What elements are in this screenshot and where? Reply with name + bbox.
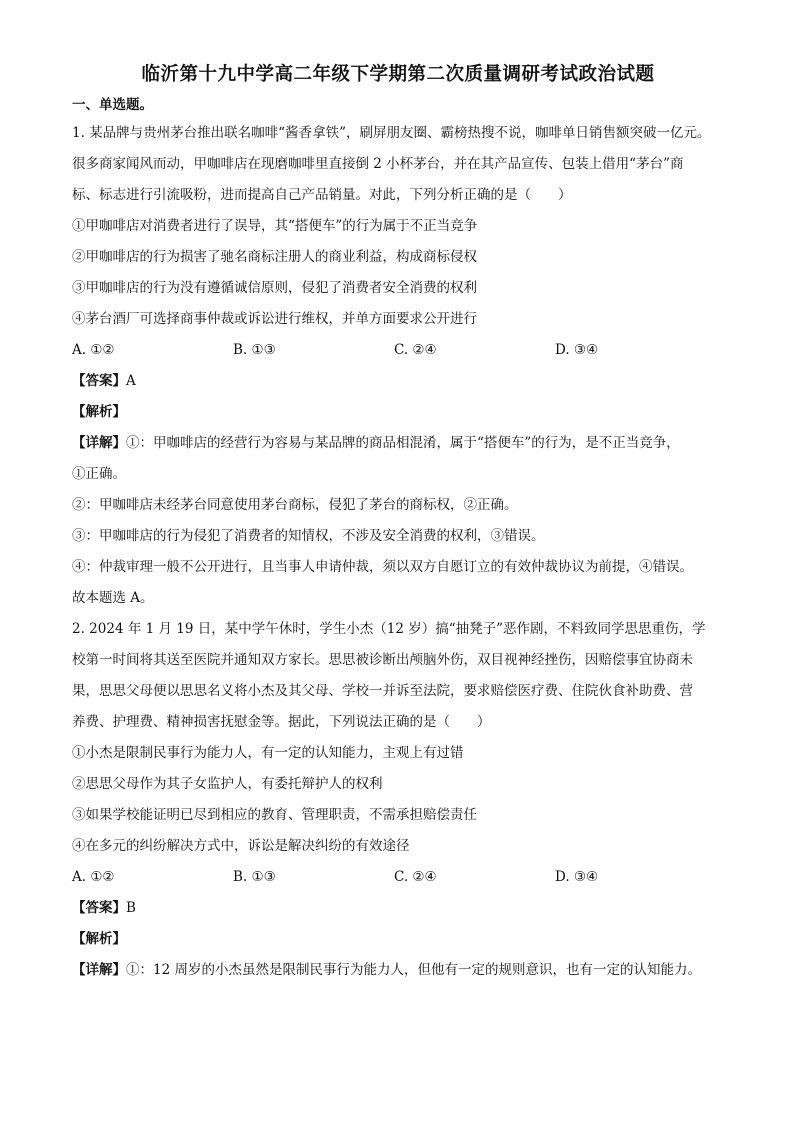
option-d: D. ③④	[555, 342, 599, 358]
question-stem-line: 标、标志进行引流吸粉，进而提高自己产品销量。对此，下列分析正确的是（ ）	[72, 187, 572, 203]
option-a: A. ①②	[72, 869, 115, 885]
analysis-line	[72, 397, 724, 428]
statement-item: ③如果学校能证明已尽到相应的教育、管理职责，不需承担赔偿责任	[72, 807, 477, 823]
detail-tag: 【详解】	[72, 435, 126, 451]
analysis-tag: 【解析】	[72, 931, 126, 947]
detail-line: ②：甲咖啡店未经茅台同意使用茅台商标，侵犯了茅台的商标权，②正确。	[72, 497, 518, 513]
question-1	[72, 118, 724, 614]
answer-value: A	[126, 373, 136, 389]
option-d: D. ③④	[555, 869, 599, 885]
detail-line	[72, 955, 724, 986]
statement-item: ②思思父母作为其子女监护人，有委托辩护人的权利	[72, 776, 383, 792]
statement-item: ④在多元的纠纷解决方式中，诉讼是解决纠纷的有效途径	[72, 838, 410, 854]
option-a: A. ①②	[72, 342, 115, 358]
statement-item: ①小杰是限制民事行为能力人，有一定的认知能力，主观上有过错	[72, 745, 464, 761]
question-stem-line: 养费、护理费、精神损害抚慰金等。据此，下列说法正确的是（ ）	[72, 714, 491, 730]
answer-options	[72, 335, 724, 366]
analysis-line	[72, 924, 724, 955]
page-title: 临沂第十九中学高二年级下学期第二次质量调研考试政治试题	[141, 64, 655, 85]
detail-line: ③：甲咖啡店的行为侵犯了消费者的知情权，不涉及安全消费的权利，③错误。	[72, 528, 545, 544]
question-stem-line: 果，思思父母便以思思名义将小杰及其父母、学校一并诉至法院，要求赔偿医疗费、住院伙食补助费、营	[72, 683, 693, 699]
question-stem-line: 校第一时间将其送至医院并通知双方家长。思思被诊断出颅脑外伤，双目视神经挫伤，因赔偿事宜协商未	[72, 652, 693, 668]
question-stem-line: 1. 某品牌与贵州茅台推出联名咖啡“酱香拿铁”，刷屏朋友圈、霸榜热搜不说，咖啡单日销售额突破一亿元。	[72, 125, 711, 141]
detail-line: ①正确。	[72, 466, 126, 482]
question-stem-line: 2. 2024 年 1 月 19 日，某中学午休时，学生小杰（12 岁）搞“抽凳子”恶作剧，不料致同学思思重伤，学	[72, 621, 706, 637]
detail-line	[72, 428, 724, 459]
answer-value: B	[126, 900, 136, 916]
detail-tag: 【详解】	[72, 962, 126, 978]
option-b: B. ①③	[233, 869, 276, 885]
section-heading: 一、单选题。	[72, 97, 153, 113]
answer-line	[72, 366, 724, 397]
detail-text: ①：12 周岁的小杰虽然是限制民事行为能力人，但他有一定的规则意识，也有一定的认知能力。	[126, 962, 701, 978]
statement-item: ③甲咖啡店的行为没有遵循诚信原则，侵犯了消费者安全消费的权利	[72, 280, 477, 296]
answer-tag: 【答案】	[72, 900, 126, 916]
document-page	[72, 62, 724, 986]
option-c: C. ②④	[394, 869, 437, 885]
statement-item: ①甲咖啡店对消费者进行了误导，其“搭便车”的行为属于不正当竞争	[72, 218, 478, 234]
detail-text: ①：甲咖啡店的经营行为容易与某品牌的商品相混淆，属于“搭便车”的行为，是不正当竞争，	[126, 435, 680, 451]
detail-line: 故本题选 A。	[72, 590, 154, 606]
question-2	[72, 614, 724, 986]
option-c: C. ②④	[394, 342, 437, 358]
statement-item: ②甲咖啡店的行为损害了驰名商标注册人的商业利益，构成商标侵权	[72, 249, 477, 265]
answer-tag: 【答案】	[72, 373, 126, 389]
question-stem-line: 很多商家闻风而动，甲咖啡店在现磨咖啡里直接倒 2 小杯茅台，并在其产品宣传、包装上借用“茅台”商	[72, 156, 684, 172]
statement-item: ④茅台酒厂可选择商事仲裁或诉讼进行维权，并单方面要求公开进行	[72, 311, 477, 327]
answer-options	[72, 862, 724, 893]
detail-line: ④：仲裁审理一般不公开进行，且当事人申请仲裁，须以双方自愿订立的有效仲裁协议为前提，④错误。	[72, 559, 693, 575]
option-b: B. ①③	[233, 342, 276, 358]
analysis-tag: 【解析】	[72, 404, 126, 420]
answer-line	[72, 893, 724, 924]
